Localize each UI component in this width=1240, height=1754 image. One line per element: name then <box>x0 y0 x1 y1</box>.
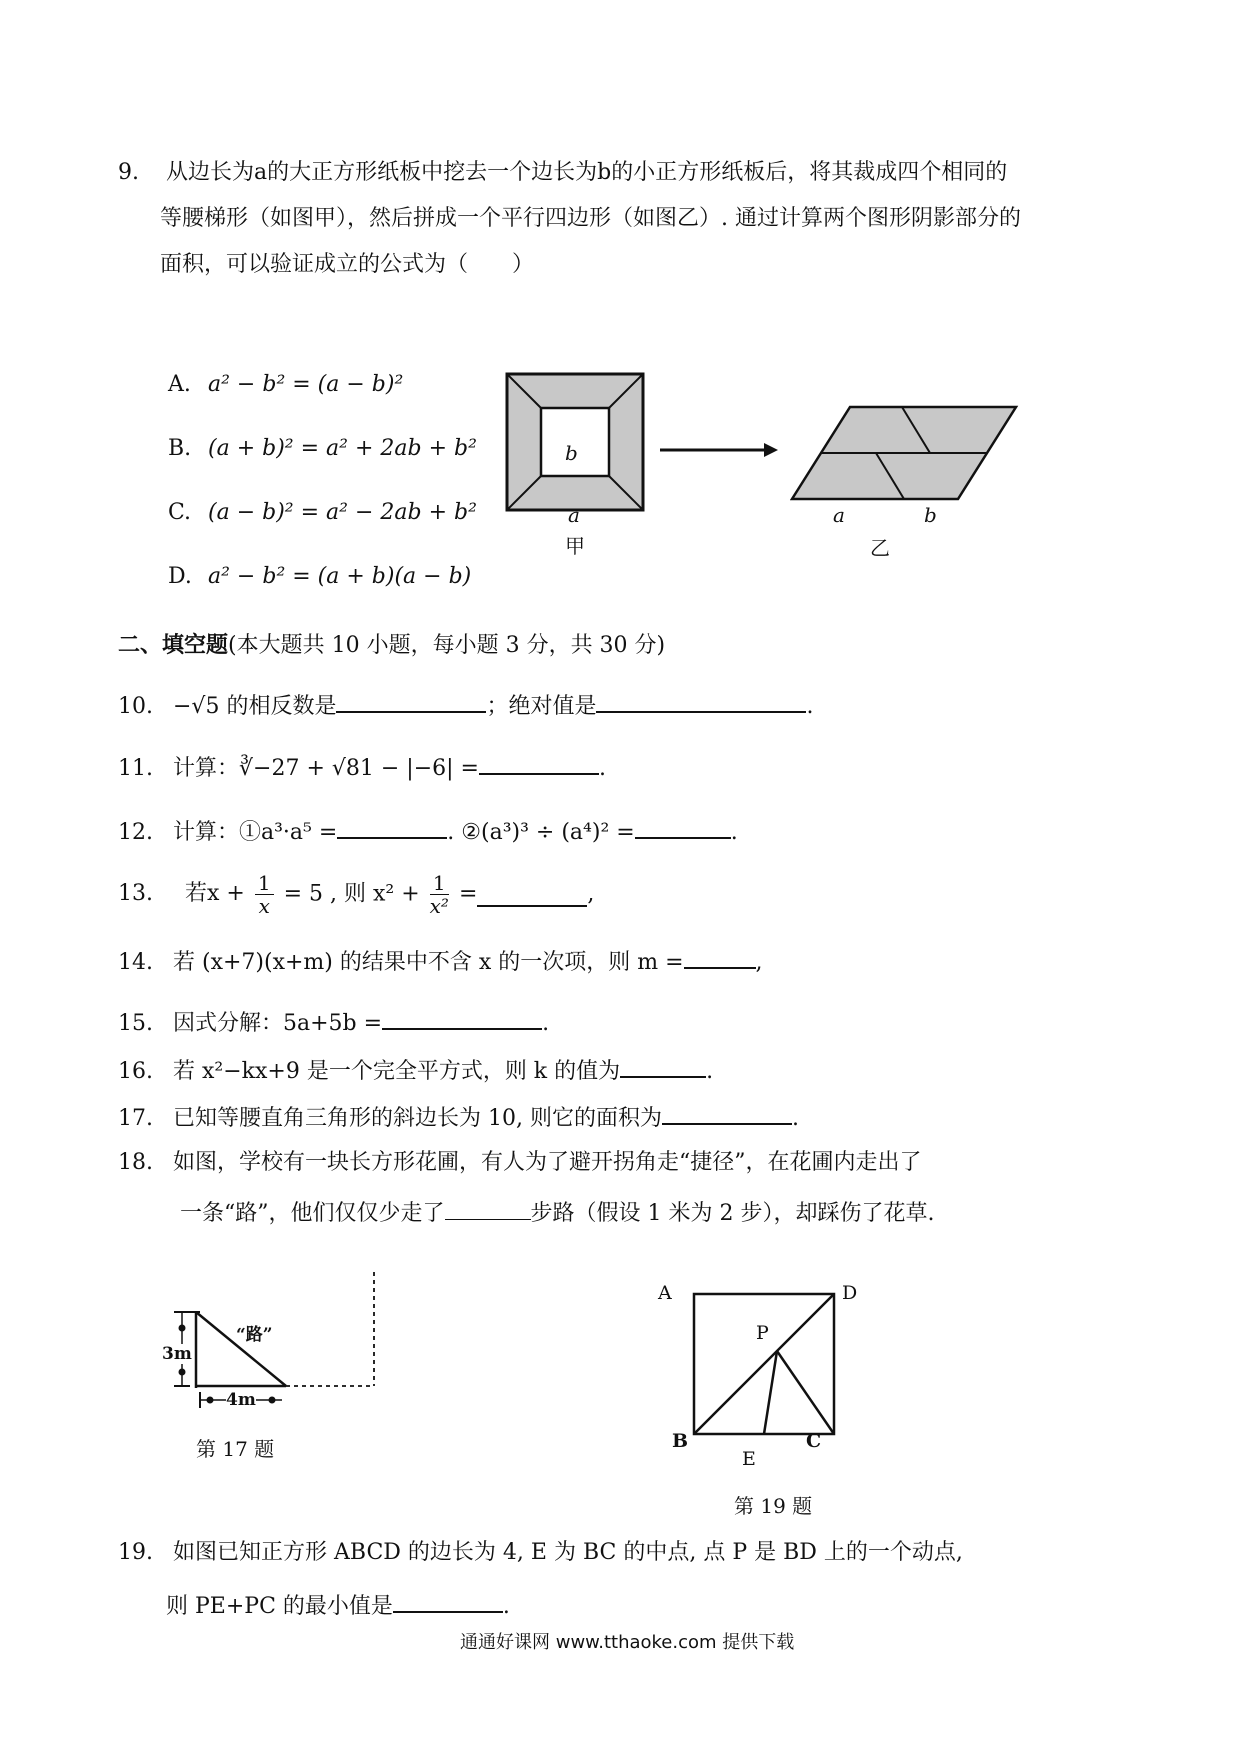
q13-end: , <box>587 881 595 907</box>
section-2-header <box>118 632 665 659</box>
q13-pre: 若x + <box>185 881 245 907</box>
q15-text: 因式分解：5a+5b = <box>173 1011 383 1037</box>
option-label: D. <box>168 564 192 589</box>
q18-line2 <box>180 1196 934 1227</box>
q19-line2-end: . <box>502 1594 510 1620</box>
q19-line1 <box>118 1540 963 1566</box>
q18-line2-post: 步路（假设 1 米为 2 步），却踩伤了花草. <box>530 1201 935 1227</box>
q19-number: 19. <box>118 1540 153 1565</box>
q15-end: . <box>542 1011 550 1037</box>
q10-answer-1[interactable] <box>336 688 486 713</box>
q9-line1 <box>118 160 1007 186</box>
section-2-note: (本大题共 10 小题，每小题 3 分，共 30 分) <box>228 633 666 658</box>
q17 <box>118 1100 799 1132</box>
q16-number: 16. <box>118 1059 153 1085</box>
yi-label-a: a <box>833 503 845 527</box>
q17-end: . <box>791 1106 799 1132</box>
q18-line2-pre: 一条“路”，他们仅仅少走了 <box>180 1201 445 1227</box>
q9-option-c[interactable] <box>168 500 477 525</box>
q11 <box>118 750 606 782</box>
fig17-dot-4 <box>269 1397 276 1404</box>
jia-inner-label: b <box>565 441 578 465</box>
q12-pre: 计算：①a³·a⁵ = <box>173 820 338 846</box>
q9-line2: 等腰梯形（如图甲），然后拼成一个平行四边形（如图乙）. 通过计算两个图形阴影部分的 <box>160 206 1021 231</box>
fig19-diagonal-bd <box>694 1294 834 1434</box>
fig17-road-label: “路” <box>236 1325 273 1345</box>
q18-number: 18. <box>118 1150 153 1175</box>
q14-end: , <box>755 950 763 976</box>
fig19-label-b: B <box>672 1430 689 1452</box>
yi-caption: 乙 <box>870 536 890 560</box>
q16-text: 若 x²−kx+9 是一个完全平方式，则 k 的值为 <box>173 1059 621 1085</box>
fig17-dot-1 <box>179 1325 186 1332</box>
q13-eq: = <box>458 881 478 907</box>
q14 <box>118 944 763 976</box>
q19-line2-pre: 则 PE+PC 的最小值是 <box>166 1594 393 1620</box>
fig19-caption: 第 19 题 <box>734 1494 813 1518</box>
q10 <box>118 688 813 720</box>
q13-fraction-2: $\frac{1}{\text{x²}}$ <box>429 871 449 918</box>
option-label: B. <box>168 436 192 461</box>
q11-text: 计算：∛−27 + √81 − |−6| = <box>173 756 479 782</box>
q15 <box>118 1005 549 1037</box>
fig17-dot-3 <box>207 1397 214 1404</box>
q14-number: 14. <box>118 950 153 976</box>
q11-answer[interactable] <box>479 750 599 775</box>
section-2-title: 二、填空题 <box>118 632 229 658</box>
q9-option-b[interactable] <box>168 436 477 461</box>
arrow-icon <box>660 440 780 460</box>
q16-end: . <box>706 1059 714 1085</box>
q13-mid: = 5 , 则 x² + <box>283 881 420 907</box>
q10-mid: ；绝对值是 <box>486 694 597 720</box>
q17-number: 17. <box>118 1106 153 1132</box>
q18-text-line1: 如图，学校有一块长方形花圃，有人为了避开拐角走“捷径”，在花圃内走出了 <box>173 1150 922 1175</box>
fig19-label-p: P <box>756 1322 769 1344</box>
q10-pre: −√5 的相反数是 <box>173 694 337 720</box>
figure-yi <box>790 405 1020 501</box>
option-label: C. <box>168 500 192 525</box>
q12-answer-1[interactable] <box>337 814 447 839</box>
q13-fraction-1: $\frac{1}{x}$ <box>255 872 274 917</box>
q9-number: 9. <box>118 160 139 185</box>
q12-answer-2[interactable] <box>635 814 731 839</box>
q19-text-line1: 如图已知正方形 ABCD 的边长为 4, E 为 BC 的中点, 点 P 是 BD 上的一个动点, <box>173 1540 963 1565</box>
option-formula: (a − b)² = a² − 2ab + b² <box>208 500 477 525</box>
figure-19 <box>690 1290 840 1440</box>
yi-label-b: b <box>924 503 937 527</box>
fig17-dot-2 <box>179 1369 186 1376</box>
q9-line3: 面积，可以验证成立的公式为（ ） <box>160 252 535 277</box>
q12 <box>118 814 738 846</box>
q13-answer[interactable] <box>477 882 587 907</box>
q12-end: . <box>730 820 738 846</box>
option-formula: a² − b² = (a − b)² <box>208 372 404 397</box>
q9-option-a[interactable] <box>168 372 403 397</box>
jia-side-label: a <box>568 503 580 527</box>
q11-end: . <box>598 756 606 782</box>
fig17-4m-label: 4m <box>226 1390 256 1410</box>
q15-number: 15. <box>118 1011 153 1037</box>
q17-text: 已知等腰直角三角形的斜边长为 10, 则它的面积为 <box>173 1106 662 1132</box>
page-footer: 通通好课网 www.tthaoke.com 提供下载 <box>460 1632 795 1653</box>
option-formula: a² − b² = (a + b)(a − b) <box>208 564 472 589</box>
q11-number: 11. <box>118 756 153 782</box>
q15-answer[interactable] <box>382 1005 542 1030</box>
q12-mid: . ②(a³)³ ÷ (a⁴)² = <box>447 820 635 846</box>
fig19-label-c: C <box>806 1430 822 1452</box>
q10-end: . <box>806 694 814 720</box>
q12-number: 12. <box>118 820 153 846</box>
fig19-label-d: D <box>842 1282 858 1304</box>
q9-option-d[interactable] <box>168 564 471 589</box>
q18-line1 <box>118 1150 922 1176</box>
fig19-segment-pc <box>777 1351 834 1434</box>
option-label: A. <box>168 372 191 397</box>
q19-line2 <box>166 1588 510 1620</box>
jia-caption: 甲 <box>565 534 585 558</box>
fig17-3m-label: 3m <box>162 1344 192 1364</box>
q13-number: 13. <box>118 881 153 907</box>
figure-17 <box>160 1270 390 1420</box>
q10-answer-2[interactable] <box>596 688 806 713</box>
option-formula: (a + b)² = a² + 2ab + b² <box>208 436 477 461</box>
q14-answer[interactable] <box>684 944 756 969</box>
q10-number: 10. <box>118 694 153 720</box>
q13 <box>118 872 594 917</box>
q16-answer[interactable] <box>620 1053 706 1078</box>
q18-answer[interactable] <box>445 1196 531 1220</box>
fig19-label-e: E <box>742 1448 756 1470</box>
q17-answer[interactable] <box>662 1100 792 1125</box>
q19-answer[interactable] <box>393 1588 503 1613</box>
q14-text: 若 (x+7)(x+m) 的结果中不含 x 的一次项，则 m = <box>173 950 684 976</box>
fig17-caption: 第 17 题 <box>196 1437 275 1461</box>
q9-text-line1: 从边长为a的大正方形纸板中挖去一个边长为b的小正方形纸板后，将其裁成四个相同的 <box>166 160 1008 185</box>
q16 <box>118 1053 713 1085</box>
fig19-label-a: A <box>658 1282 672 1304</box>
